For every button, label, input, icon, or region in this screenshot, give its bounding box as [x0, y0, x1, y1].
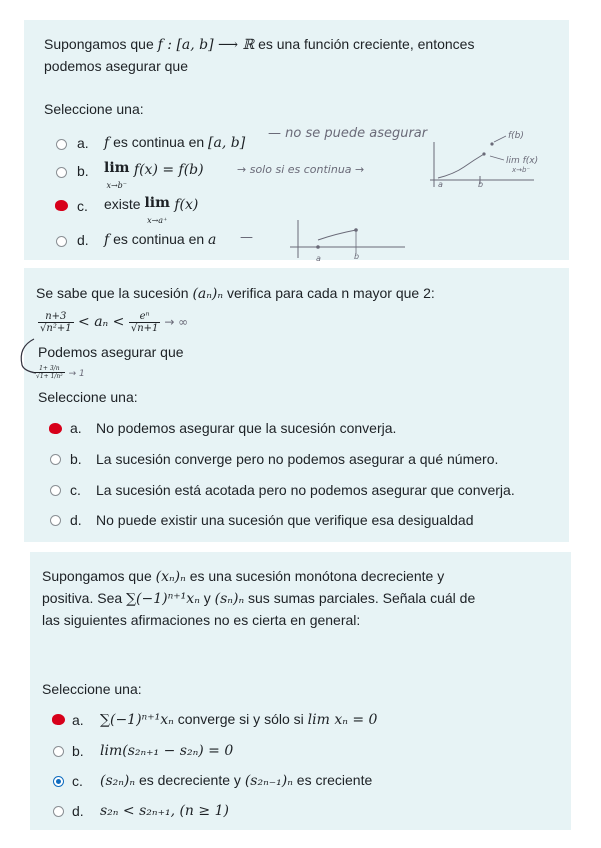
q3-option-d-letter: d.	[72, 803, 84, 819]
q1-option-a-letter: a.	[77, 135, 89, 151]
q1-option-d-text[interactable]: f es continua en a	[104, 231, 217, 248]
q2-option-a-letter: a.	[70, 420, 82, 436]
q3-stem-line1: Supongamos que (xₙ)ₙ es una sucesión monótona decreciente y	[42, 568, 445, 585]
q1-note-tick-a: a	[438, 180, 443, 189]
q1-note-a: — no se puede asegurar	[268, 126, 428, 141]
q2-select-label: Seleccione una:	[38, 389, 138, 405]
q1-note-fb: f(b)	[508, 131, 524, 141]
q1-note-tick-a2: a	[316, 254, 321, 263]
q1-stem-line2: podemos asegurar que	[44, 58, 188, 74]
q2-stem-line1: Se sabe que la sucesión (aₙ)ₙ verifica para cada n mayor que 2:	[36, 285, 435, 302]
q1-note-limsub: x→b⁻	[512, 166, 531, 174]
q2-option-b-letter: b.	[70, 451, 82, 467]
q1-option-c-letter: c.	[77, 198, 88, 214]
q1-radio-d[interactable]	[56, 236, 67, 247]
q3-option-b-letter: b.	[72, 743, 84, 759]
q2-radio-d[interactable]	[50, 515, 61, 526]
q1-option-d-letter: d.	[77, 232, 89, 248]
q1-option-b-text[interactable]: lim x→b⁻ f(x) = f(b)	[104, 160, 204, 190]
q3-stem-line2: positiva. Sea ∑(−1)ⁿ⁺¹xₙ y (sₙ)ₙ sus sumas parciales. Señala cuál de	[42, 590, 476, 607]
q2-option-a-text[interactable]: No podemos asegurar que la sucesión converja.	[96, 420, 397, 436]
q3-option-b-text[interactable]: lim(s₂ₙ₊₁ − s₂ₙ) = 0	[100, 743, 234, 759]
q3-select-label: Seleccione una:	[42, 681, 142, 697]
q1-select-label: Seleccione una:	[44, 101, 144, 117]
q3-selected-marker-a[interactable]	[52, 714, 65, 725]
q2-option-b-text[interactable]: La sucesión converge pero no podemos asegurar a qué número.	[96, 451, 499, 467]
q1-note-limfx: lim f(x)	[506, 156, 539, 166]
q2-inequality: $\frac{n+3}{\text{√n²+1}}$ < aₙ < $\frac{\text{eⁿ}}{√n+1}$ → ∞	[40, 310, 189, 334]
q2-option-c-letter: c.	[70, 482, 81, 498]
q3-option-c-letter: c.	[72, 773, 83, 789]
q1-note-d: —	[240, 230, 253, 245]
q2-option-d-letter: d.	[70, 512, 82, 528]
q3-radio-c[interactable]	[53, 776, 64, 787]
q3-option-a-letter: a.	[72, 712, 84, 728]
q2-note-fraction: $\frac{1+ 3/n}{\text{√1+ 1/n²}}$ → 1	[36, 364, 85, 380]
q3-radio-b[interactable]	[53, 746, 64, 757]
q1-radio-a[interactable]	[56, 139, 67, 150]
q1-option-b-letter: b.	[77, 163, 89, 179]
q1-note-tick-b: b	[478, 180, 484, 189]
q1-radio-b[interactable]	[56, 167, 67, 178]
q3-radio-d[interactable]	[53, 806, 64, 817]
q1-note-tick-b2: b	[354, 252, 360, 261]
q3-option-a-text[interactable]: ∑(−1)ⁿ⁺¹xₙ converge si y sólo si lim xₙ = 0	[100, 711, 378, 728]
q2-radio-b[interactable]	[50, 454, 61, 465]
q3-option-d-text[interactable]: s₂ₙ < s₂ₙ₊₁, (n ≥ 1)	[100, 803, 229, 819]
q1-selected-marker-c[interactable]	[55, 200, 68, 211]
q1-note-b: → solo si es continua →	[237, 163, 365, 176]
q1-stem-line1: Supongamos que f : [a, b] ⟶ ℝ es una función creciente, entonces	[44, 36, 475, 53]
q2-radio-c[interactable]	[50, 485, 61, 496]
q3-option-c-text[interactable]: (s₂ₙ)ₙ es decreciente y (s₂ₙ₋₁)ₙ es creciente	[100, 772, 373, 789]
q2-option-c-text[interactable]: La sucesión está acotada pero no podemos asegurar que converja.	[96, 482, 515, 498]
q2-selected-marker-a[interactable]	[49, 423, 62, 434]
q1-option-c-text[interactable]: existe lim x→a⁺ f(x)	[104, 195, 199, 225]
q2-stem-line3: Podemos asegurar que	[38, 344, 184, 360]
q2-option-d-text[interactable]: No puede existir una sucesión que verifique esa desigualdad	[96, 512, 474, 528]
q1-option-a-text[interactable]: f es continua en [a, b]	[104, 134, 246, 151]
q3-stem-line3: las siguientes afirmaciones no es cierta en general:	[42, 612, 361, 628]
q1-sketch-graph-d	[290, 218, 408, 262]
